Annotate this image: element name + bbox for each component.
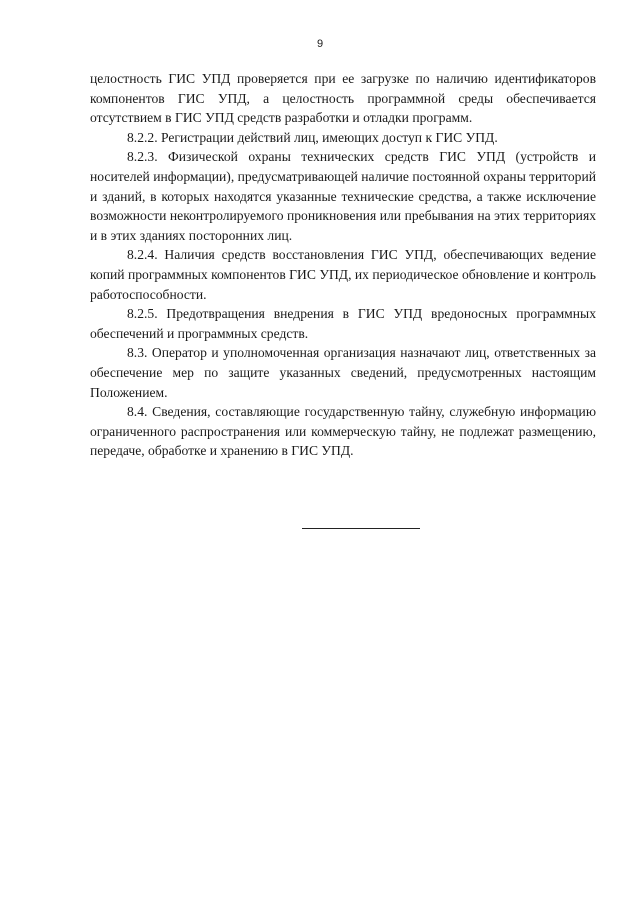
paragraph-8-2-2: 8.2.2. Регистрации действий лиц, имеющих доступ к ГИС УПД. — [127, 129, 498, 145]
paragraph-8-4: 8.4. Сведения, составляющие государственную тайну, служебную информацию ограниченного распространения или коммерческую тайну, не подлежат размещению, передаче, обработке и хранению в ГИС УПД. — [90, 404, 596, 459]
end-separator-line — [302, 528, 420, 529]
paragraph-continuation: целостность ГИС УПД проверяется при ее загрузке по наличию идентификаторов компонентов ГИС УПД, а целостность программной среды обеспечивается отсутствием в ГИС УПД средств разработки и отладки программ. — [90, 71, 596, 126]
paragraph-8-2-3: 8.2.3. Физической охраны технических средств ГИС УПД (устройств и носителей информации), предусматривающей наличие постоянной охраны территорий и зданий, в которых находятся указанные технические средства, а также исключение возможности неконтролируемого проникновения или пребывания на этих территориях и в этих зданиях посторонних лиц. — [90, 149, 596, 243]
paragraph-8-2-5: 8.2.5. Предотвращения внедрения в ГИС УПД вредоносных программных обеспечений и программных средств. — [90, 306, 596, 341]
paragraph-8-2-4: 8.2.4. Наличия средств восстановления ГИС УПД, обеспечивающих ведение копий программных компонентов ГИС УПД, их периодическое обновление и контроль работоспособности. — [90, 247, 596, 302]
paragraph-8-3: 8.3. Оператор и уполномоченная организация назначают лиц, ответственных за обеспечение мер по защите указанных сведений, предусмотренных настоящим Положением. — [90, 345, 596, 400]
document-body — [90, 69, 596, 461]
page-number: 9 — [316, 38, 324, 50]
